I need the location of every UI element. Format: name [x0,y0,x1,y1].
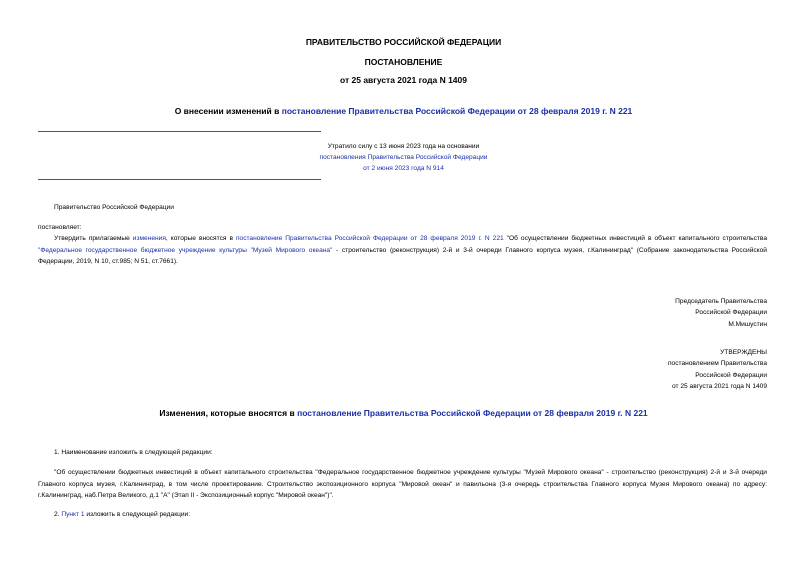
approved-by: постановлением Правительства [667,360,767,368]
government-line: Правительство Российской Федерации [54,204,174,211]
status-note-link-1[interactable]: постановления Правительства Российской Федерации [319,154,488,161]
approved-block [668,347,767,393]
p1-link-changes[interactable]: изменения [132,235,166,242]
title-link[interactable]: постановление Правительства Российской Федерации от 28 февраля 2019 г. N 221 [281,106,633,116]
paragraph-1 [38,233,767,268]
p1-text-c: "Об осуществлении бюджетных инвестиций в объект капитального строительства [503,235,767,242]
item2-number: 2. [54,511,62,518]
change-quote: "Об осуществлении бюджетных инвестиций в объект капитального строительства "Федеральное государственное бюджетное учреждение культуры "Музей Мирового океана" - строительство (реконструкция) 2-й и 3-й очереди Главного корпуса музея, г.Калининград, в том числе проектирование. Строительство экспозиционного корпуса "Мировой океан" и павильона (3-я очередь строительства Главного корпуса Музея Мирового океана) по адресу: г.Калининград, наб.Петра Великого, д.1 "А" (Этап II - Экспозиционный корпус "Мировой океан")". [38,469,767,500]
changes-title [0,408,807,418]
status-note-text: Утратило силу с 13 июня 2023 года на основании [327,143,480,150]
signature-title: Председатель Правительства [675,298,767,305]
government-heading: ПРАВИТЕЛЬСТВО РОССИЙСКОЙ ФЕДЕРАЦИИ [305,37,502,47]
divider-bottom [38,179,321,180]
item2-text: изложить в следующей редакции: [84,511,191,518]
p1-text-b: , которые вносятся в [165,235,236,242]
p1-link-resolution[interactable]: постановление Правительства Российской Федерации от 28 февраля 2019 г. N 221 [235,235,504,242]
p1-text-a: Утвердить прилагаемые [54,235,133,242]
approved-date: от 25 августа 2021 года N 1409 [672,383,767,391]
signature-name: М.Мишустин [728,320,767,328]
change-item-1: 1. Наименование изложить в следующей редакции: [54,449,213,456]
changes-title-link[interactable]: постановление Правительства Российской Федерации от 28 февраля 2019 г. N 221 [297,408,648,418]
document-date-number: от 25 августа 2021 года N 1409 [340,75,467,85]
p1-link-museum[interactable]: "Федеральное государственное бюджетное учреждение культуры "Музей Мирового океана" [38,246,333,254]
title-prefix: О внесении изменений в [174,106,282,116]
change-item-2 [54,509,190,521]
decides-line: постановляет: [38,224,82,231]
changes-title-prefix: Изменения, которые вносятся в [159,408,298,418]
status-note [0,141,807,174]
p1-text-d: - строительство (реконструкция) 2-й и 3-й очереди Главного корпуса музея, г.Калининград" (Собрание законодательства Российской Федерации, 2019, N 10, ст.985; N 51, ст.7661). [38,246,767,266]
document-title [0,106,807,116]
approved-label: УТВЕРЖДЕНЫ [720,349,767,356]
signature-org: Российской Федерации [695,309,767,317]
divider-top [38,131,321,132]
approved-org: Российской Федерации [695,371,767,379]
item2-link[interactable]: Пункт 1 [61,511,85,518]
status-note-link-2[interactable]: от 2 июня 2023 года N 914 [363,165,444,172]
document-type: ПОСТАНОВЛЕНИЕ [364,57,443,67]
signature-block [675,296,767,330]
